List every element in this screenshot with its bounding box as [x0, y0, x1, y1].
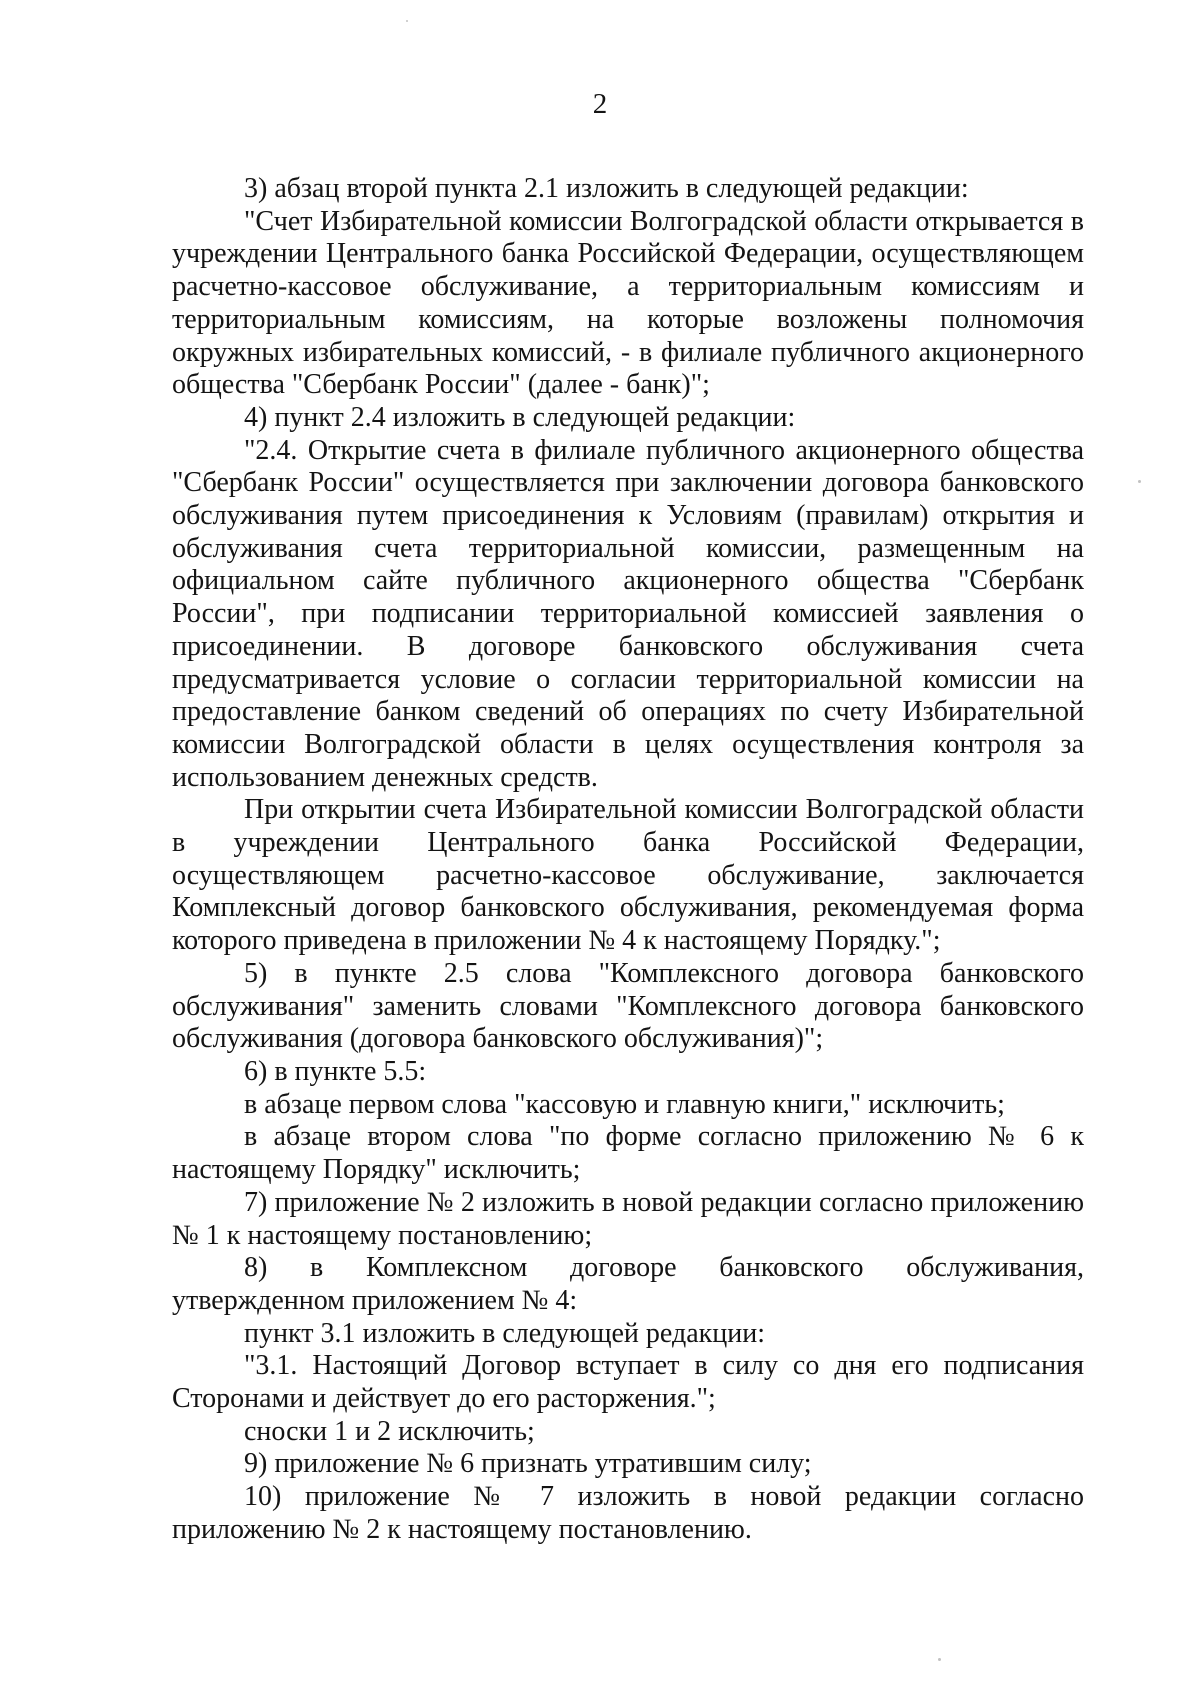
paragraph-account-text: "Счет Избирательной комиссии Волгоградской области открывается в учреждении Центрального банка Российской Федерации, осуществляющем расчетно-кассовое обслуживание, а территориальным комиссиям и территориальным комиссиям, на которые возложены полномочия окружных избирательных комиссий, - в филиале публичного акционерного общества "Сбербанк России" (далее - банк)"; [172, 205, 1084, 401]
page-number: 2 [592, 88, 608, 120]
document-body [172, 173, 1084, 1547]
paragraph-item-8: 8) в Комплексном договоре банковского обслуживания, утвержденном приложением № 4: [172, 1252, 1084, 1316]
paragraph-item-6-second: в абзаце втором слова "по форме согласно приложению № 6 к настоящему Порядку" исключить; [172, 1121, 1084, 1186]
paragraph-item-6-first: в абзаце первом слова "кассовую и главную книги," исключить; [244, 1088, 1005, 1120]
paragraph-item-9: 9) приложение № 6 признать утратившим силу; [244, 1448, 812, 1480]
paragraph-item-8-point: пункт 3.1 изложить в следующей редакции: [244, 1317, 765, 1349]
paragraph-2-4-text: "2.4. Открытие счета в филиале публичного акционерного общества "Сбербанк России" осуществляется при заключении договора банковского обслуживания путем присоединения к Условиям (правилам) открытия и обслуживания счета территориальной комиссии, размещенным на официальном сайте публичного акционерного общества "Сбербанк России", при подписании территориальной комиссией заявления о присоединении. В договоре банковского обслуживания счета предусматривается условие о согласии территориальной комиссии на предоставление банком сведений об операциях по счету Избирательной комиссии Волгоградской области в целях осуществления контроля за использованием денежных средств. [172, 434, 1084, 793]
scan-speck [938, 1658, 941, 1661]
paragraph-item-4: 4) пункт 2.4 изложить в следующей редакции: [244, 401, 796, 433]
paragraph-item-5: 5) в пункте 2.5 слова "Комплексного договора банковского обслуживания" заменить словами "Комплексного договора банковского обслуживания (договора банковского обслуживания)"; [172, 957, 1084, 1055]
paragraph-item-6: 6) в пункте 5.5: [244, 1055, 427, 1087]
paragraph-item-3: 3) абзац второй пункта 2.1 изложить в следующей редакции: [244, 173, 969, 204]
paragraph-item-10: 10) приложение № 7 изложить в новой редакции согласно приложению № 2 к настоящему постановлению. [172, 1481, 1084, 1545]
paragraph-central-bank-account: При открытии счета Избирательной комиссии Волгоградской области в учреждении Центрального банка Российской Федерации, осуществляющем расчетно-кассовое обслуживание, заключается Комплексный договор банковского обслуживания, рекомендуемая форма которого приведена в приложении № 4 к настоящему Порядку."; [172, 794, 1084, 957]
paragraph-item-7: 7) приложение № 2 изложить в новой редакции согласно приложению № 1 к настоящему постановлению; [172, 1186, 1084, 1251]
paragraph-item-8-text: "3.1. Настоящий Договор вступает в силу со дня его подписания Сторонами и действует до его расторжения."; [172, 1350, 1084, 1415]
paragraph-item-8-footnotes: сноски 1 и 2 исключить; [244, 1415, 535, 1447]
scan-speck [406, 20, 408, 22]
scan-speck [1138, 480, 1141, 483]
